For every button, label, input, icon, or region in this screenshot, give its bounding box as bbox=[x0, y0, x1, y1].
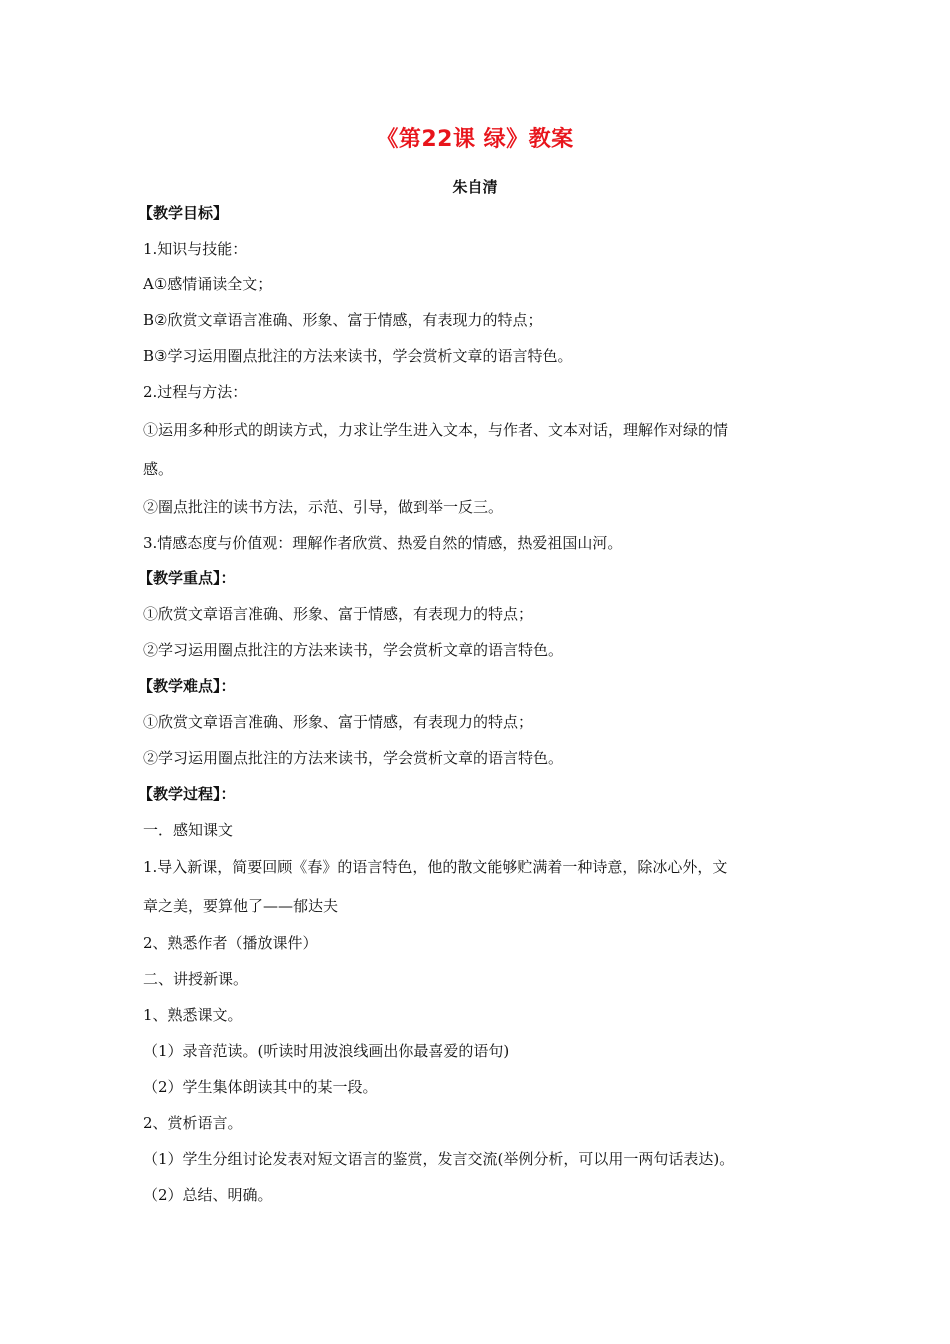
document-title: 《第22课 绿》教案 bbox=[376, 127, 574, 152]
text-line: 二、讲授新课。 bbox=[143, 970, 249, 988]
section-heading-objectives: 【教学目标】 bbox=[138, 204, 229, 222]
section-heading-process: 【教学过程】： bbox=[138, 785, 236, 803]
text-line: 感。 bbox=[143, 460, 174, 478]
text-line: B②欣赏文章语言准确、形象、富于情感，有表现力的特点； bbox=[143, 311, 543, 329]
text-line: ①欣赏文章语言准确、形象、富于情感，有表现力的特点； bbox=[143, 605, 534, 623]
text-line: 1.导入新课，简要回顾《春》的语言特色，他的散文能够贮满着一种诗意，除冰心外，文 bbox=[143, 858, 728, 876]
text-line: ②学习运用圈点批注的方法来读书，学会赏析文章的语言特色。 bbox=[143, 749, 564, 767]
text-line: 1.知识与技能： bbox=[143, 240, 248, 258]
text-line: 3.情感态度与价值观：理解作者欣赏、热爱自然的情感，热爱祖国山河。 bbox=[143, 534, 623, 552]
text-line: （1）录音范读。(听读时用波浪线画出你最喜爱的语句) bbox=[143, 1042, 510, 1060]
text-line: ②圈点批注的读书方法，示范、引导，做到举一反三。 bbox=[143, 498, 504, 516]
text-line: （2）学生集体朗读其中的某一段。 bbox=[143, 1078, 378, 1096]
text-line: ①运用多种形式的朗读方式，力求让学生进入文本，与作者、文本对话，理解作对绿的情 bbox=[143, 421, 729, 439]
text-line: 一．感知课文 bbox=[143, 821, 234, 839]
section-heading-key-points: 【教学重点】： bbox=[138, 569, 236, 587]
section-heading-difficulties: 【教学难点】： bbox=[138, 677, 236, 695]
text-line: 2.过程与方法： bbox=[143, 383, 248, 401]
document-author: 朱自清 bbox=[452, 178, 498, 196]
text-line: （1）学生分组讨论发表对短文语言的鉴赏，发言交流(举例分析，可以用一两句话表达)。 bbox=[143, 1150, 735, 1168]
text-line: ①欣赏文章语言准确、形象、富于情感，有表现力的特点； bbox=[143, 713, 534, 731]
text-line: 2、熟悉作者（播放课件） bbox=[143, 934, 318, 952]
text-line: （2）总结、明确。 bbox=[143, 1186, 273, 1204]
text-line: 2、赏析语言。 bbox=[143, 1114, 243, 1132]
text-line: 1、熟悉课文。 bbox=[143, 1006, 243, 1024]
text-line: A①感情诵读全文； bbox=[143, 275, 273, 293]
text-line: B③学习运用圈点批注的方法来读书，学会赏析文章的语言特色。 bbox=[143, 347, 573, 365]
text-line: ②学习运用圈点批注的方法来读书，学会赏析文章的语言特色。 bbox=[143, 641, 564, 659]
text-line: 章之美，要算他了——郁达夫 bbox=[143, 897, 339, 915]
